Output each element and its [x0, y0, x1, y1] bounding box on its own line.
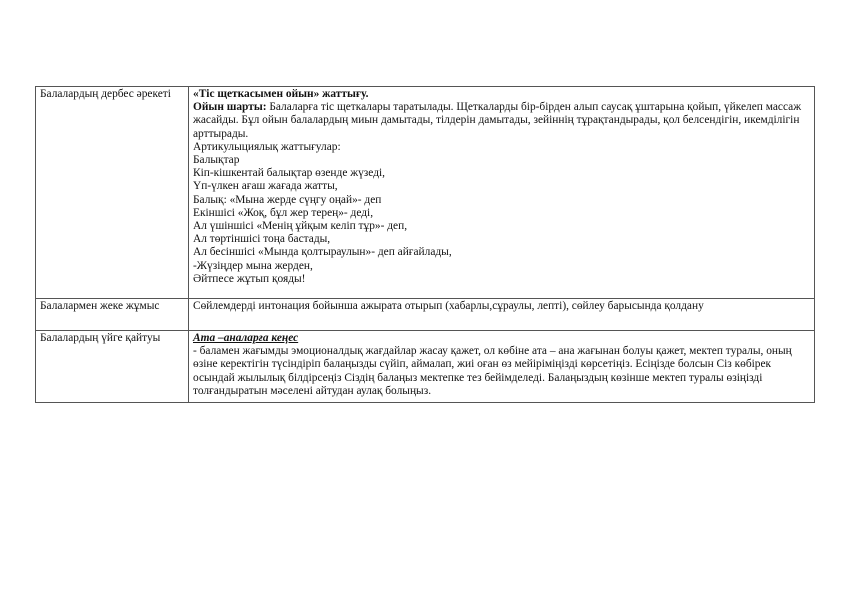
poem-line: Екіншісі «Жоқ, бұл жер терең»- деді, [193, 206, 374, 219]
row-label-independent-activity: Балалардың дербес әрекеті [36, 87, 189, 299]
table-row-going-home [36, 331, 815, 403]
poem-line: Кіп-кішкентай балықтар өзенде жүзеді, [193, 167, 385, 180]
poem-line: Үп-үлкен ағаш жағада жатты, [193, 180, 338, 193]
going-home-content [189, 331, 815, 403]
table-row-independent-activity [36, 87, 815, 299]
parents-advice-text: - баламен жағымды эмоционалдық жағдайлар жасау қажет, ол көбіне ата – ана жағынан болуы қажет, мектеп туралы, оның өзіне керектігін түсіндіріп балаңызды сүйіп, аймалап, жиі оған өз мейіріміңізді көрсетіңіз. Есіңізде болсын Сіз көбірек осындай жылылық білдірсеңіз Сіздің балаңыз мектепке тез бейімделеді. Балаңыздың көзінше мектеп туралы өзіңізді толғандыратын мәселені айтудан аулақ болыңыз. [193, 345, 792, 397]
poem-line: -Жүзіңдер мына жерден, [193, 259, 313, 272]
parents-advice-heading: Ата –аналарға кеңес [193, 332, 299, 344]
exercises-heading: Артикулыциялық жаттығулар: [193, 140, 341, 153]
game-rules [193, 101, 811, 141]
row-label-individual-work: Балалармен жеке жұмыс [36, 299, 189, 331]
individual-work-text: Сөйлемдерді интонация бойынша ажырата отырып (хабарлы,сұраулы, лепті), сөйлеу барысында қолдану [189, 299, 815, 331]
poem-line: Ал бесіншісі «Мында қолтыраулын»- деп айғайлады, [193, 246, 452, 259]
poem-line: Балық: «Мына жерде сүңгу оңай»- деп [193, 193, 382, 206]
poem-line: Ал төртіншісі тоңа бастады, [193, 233, 331, 246]
game-rules-label: Ойын шарты: [193, 101, 267, 114]
game-rules-text: Балаларға тіс щеткалары таратылады. Щеткаларды бір-бірден алып саусақ ұштарына қойып, үйкелеп массаж жасайды. Бұл ойын балалардың миын дамытады, тілдерін дамытады, зейіннің тұрақтандырады, қол белсендігін, икемділігін арттырады. [193, 101, 802, 140]
poem-line: Әйтпесе жұтып қояды! [193, 272, 306, 285]
poem-line: Балықтар [193, 154, 240, 167]
poem-line: Ал үшіншісі «Менің ұйқым келіп тұр»- деп, [193, 220, 408, 233]
independent-activity-content [189, 87, 815, 299]
row-label-going-home: Балалардың үйге қайтуы [36, 331, 189, 403]
plan-table [35, 86, 815, 403]
table-row-individual-work [36, 299, 815, 331]
game-title: «Тіс щеткасымен ойын» жаттығу. [193, 88, 369, 100]
